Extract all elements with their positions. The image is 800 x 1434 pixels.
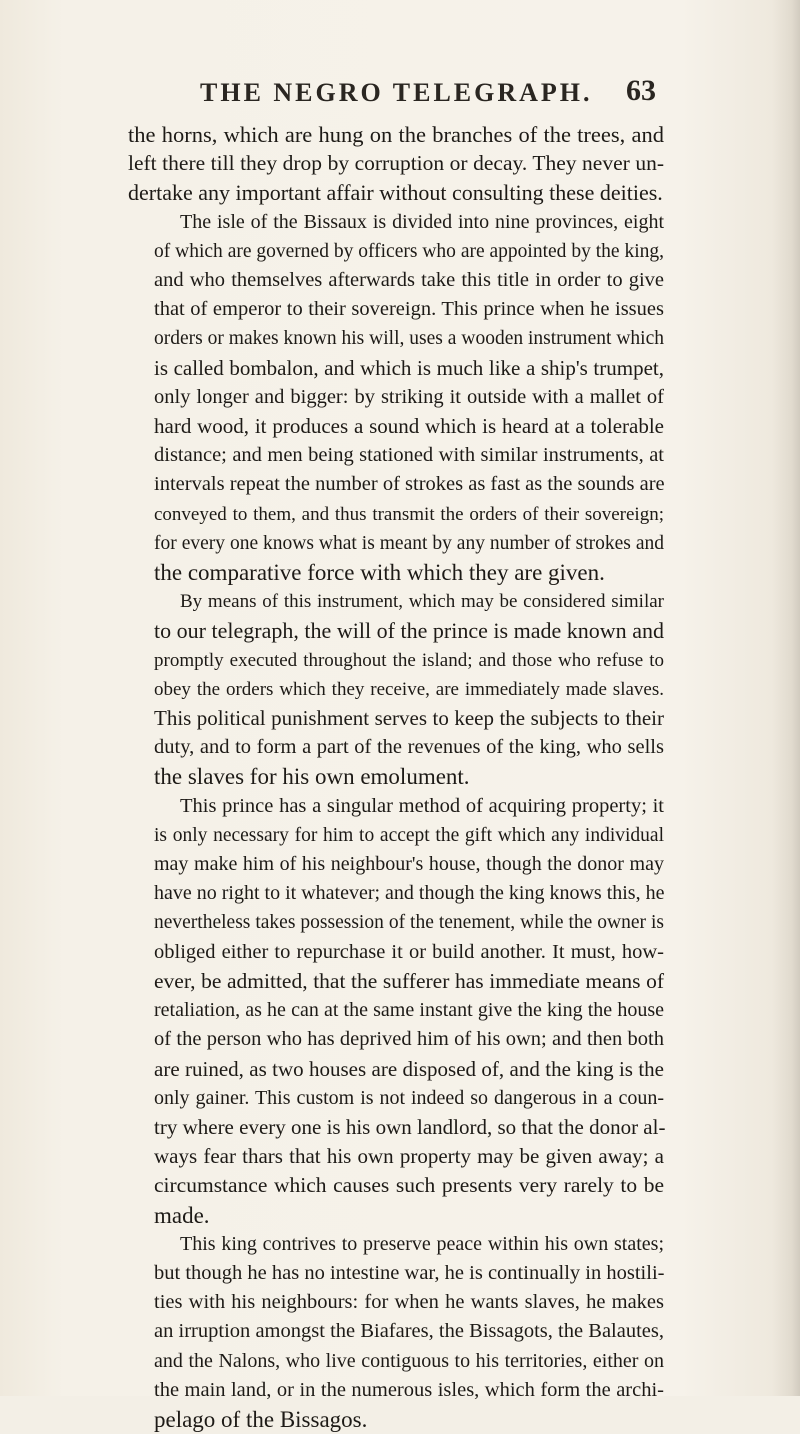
paragraph-5 bbox=[128, 1230, 664, 1434]
text-line: dertake any important affair without consulting these deities. bbox=[128, 180, 663, 206]
body-text bbox=[128, 120, 664, 1434]
text-line: ties with his neighbours: for when he wants slaves, he makes bbox=[154, 1291, 664, 1314]
text-line: the horns, which are hung on the branches of the trees, and bbox=[128, 122, 664, 147]
text-line: retaliation, as he can at the same instant give the king the house bbox=[154, 999, 664, 1022]
text-line: orders or makes known his will, uses a wooden instrument which bbox=[154, 328, 664, 350]
text-line: and who themselves afterwards take this title in order to give bbox=[154, 269, 664, 292]
text-line: of the person who has deprived him of his own; and then both bbox=[154, 1028, 664, 1051]
text-line: pelago of the Bissagos. bbox=[154, 1406, 368, 1432]
text-line: promptly executed throughout the island; and those who refuse to bbox=[154, 649, 664, 671]
text-line: the main land, or in the numerous isles, which form the archi- bbox=[154, 1378, 664, 1401]
text-line: the comparative force with which they are given. bbox=[154, 560, 605, 586]
text-line: duty, and to form a part of the revenues of the king, who sells bbox=[154, 736, 664, 759]
text-line: circumstance which causes such presents very rarely to be bbox=[154, 1173, 664, 1198]
text-line: ever, be admitted, that the sufferer has immediate means of bbox=[154, 968, 664, 993]
text-line: is called bombalon, and which is much like a ship's trumpet, bbox=[154, 355, 664, 380]
text-line: conveyed to them, and thus transmit the orders of their sovereign; bbox=[154, 503, 664, 525]
text-line: This king contrives to preserve peace within his own states; bbox=[180, 1232, 664, 1255]
text-line: but though he has no intestine war, he is continually in hostili- bbox=[154, 1261, 665, 1284]
text-line: to our telegraph, the will of the prince is made known and bbox=[154, 618, 664, 644]
text-line: only gainer. This custom is not indeed so dangerous in a coun- bbox=[154, 1086, 664, 1109]
text-line: of which are governed by officers who are appointed by the king, bbox=[154, 240, 664, 262]
paragraph-1 bbox=[128, 120, 664, 208]
text-line: ways fear thars that his own property may be given away; a bbox=[154, 1144, 664, 1169]
text-line: have no right to it whatever; and though the king knows this, he bbox=[154, 882, 665, 905]
paragraph-3 bbox=[128, 587, 664, 791]
text-line: By means of this instrument, which may be considered similar bbox=[180, 591, 664, 613]
text-line: and the Nalons, who live contiguous to his territories, either on bbox=[154, 1349, 664, 1372]
text-line: left there till they drop by corruption or decay. They never un- bbox=[128, 151, 664, 176]
text-line: may make him of his neighbour's house, though the donor may bbox=[154, 853, 664, 876]
paragraph-4 bbox=[128, 792, 664, 1230]
text-line: try where every one is his own landlord, so that the donor al- bbox=[154, 1114, 666, 1139]
text-line: the slaves for his own emolument. bbox=[154, 764, 470, 790]
text-line: distance; and men being stationed with similar instruments, at bbox=[154, 444, 664, 467]
text-line: only longer and bigger: by striking it outside with a mallet of bbox=[154, 385, 664, 408]
text-line: made. bbox=[154, 1202, 210, 1228]
text-line: is only necessary for him to accept the gift which any individual bbox=[154, 824, 664, 846]
text-line: nevertheless takes possession of the tenement, while the owner is bbox=[154, 912, 664, 934]
text-line: obey the orders which they receive, are immediately made slaves. bbox=[154, 678, 664, 700]
page-number: 63 bbox=[626, 74, 656, 107]
text-line: are ruined, as two houses are disposed of, and the king is the bbox=[154, 1056, 664, 1081]
text-line: This prince has a singular method of acquiring property; it bbox=[180, 794, 664, 817]
text-line: intervals repeat the number of strokes as fast as the sounds are bbox=[154, 473, 665, 496]
text-line: that of emperor to their sovereign. This prince when he issues bbox=[154, 298, 664, 321]
text-line: This political punishment serves to keep the subjects to their bbox=[154, 706, 664, 731]
running-title: THE NEGRO TELEGRAPH. bbox=[200, 78, 593, 107]
text-line: obliged either to repurchase it or build another. It must, how- bbox=[154, 940, 664, 963]
text-line: for every one knows what is meant by any number of strokes and bbox=[154, 532, 664, 554]
text-line: an irruption amongst the Biafares, the Bissagots, the Balautes, bbox=[154, 1320, 664, 1343]
text-line: The isle of the Bissaux is divided into nine provinces, eight bbox=[180, 210, 664, 233]
page-edge-shadow bbox=[772, 0, 800, 1396]
paragraph-2 bbox=[128, 208, 664, 588]
text-line: hard wood, it produces a sound which is heard at a tolerable bbox=[154, 414, 664, 439]
